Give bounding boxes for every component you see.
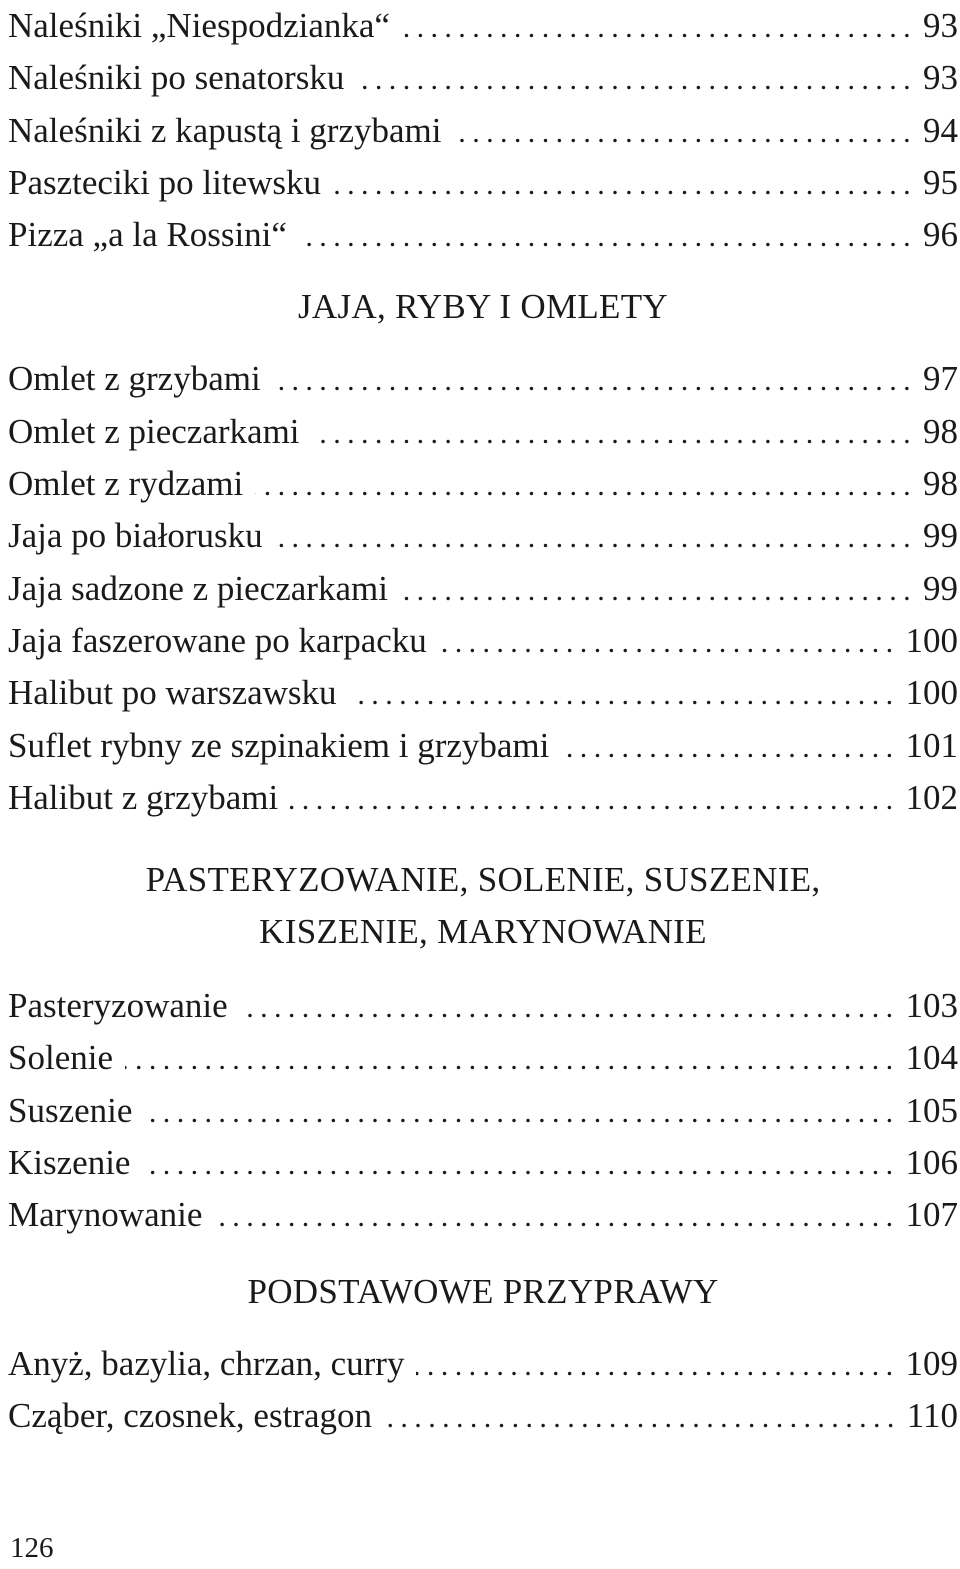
toc-entry-page: 103 (905, 986, 958, 1026)
dot-leader (299, 211, 917, 261)
dot-leader (273, 355, 917, 405)
dot-leader (349, 669, 900, 719)
toc-entry-page: 93 (923, 58, 958, 98)
toc-entry-title: Jaja sadzone z pieczarkami (8, 568, 388, 608)
toc-entry (8, 980, 958, 1032)
toc-entry-page: 93 (923, 6, 958, 45)
toc-group-eggs-fish (8, 353, 958, 824)
toc-entry-title: Anyż, bazylia, chrzan, curry (8, 1343, 405, 1383)
dot-leader (356, 54, 917, 104)
dot-leader (125, 1034, 900, 1084)
toc-entry (8, 772, 958, 824)
toc-entry-page: 107 (905, 1195, 958, 1235)
toc-entry-page: 97 (923, 359, 958, 399)
toc-entry-title: Suflet rybny ze szpinakiem i grzybami (8, 725, 550, 765)
toc-entry-title: Naleśniki po senatorsku (8, 58, 345, 98)
toc-entry (8, 1137, 958, 1189)
toc-entry-title: Omlet z grzybami (8, 359, 261, 399)
toc-entry-page: 95 (923, 162, 958, 202)
toc-entry-page: 100 (905, 673, 958, 713)
toc-entry-page: 99 (923, 568, 958, 608)
toc-entry-title: Halibut po warszawsku (8, 673, 337, 713)
toc-entry-page: 94 (923, 110, 958, 150)
toc-entry (8, 406, 958, 458)
dot-leader (561, 722, 899, 772)
toc-entry-page: 96 (923, 215, 958, 255)
toc-entry-page: 100 (905, 620, 958, 660)
toc-group-spices (8, 1338, 958, 1443)
dot-leader (453, 107, 917, 157)
toc-entry-title: Pizza „a la Rossini“ (8, 215, 287, 255)
toc-entry (8, 209, 958, 261)
toc-entry (8, 1189, 958, 1241)
dot-leader (402, 2, 917, 52)
toc-entry (8, 1338, 958, 1390)
toc-entry (8, 1032, 958, 1084)
toc-entry-title: Jaja faszerowane po karpacku (8, 620, 427, 660)
dot-leader (312, 408, 917, 458)
toc-entry (8, 105, 958, 157)
dot-leader (416, 1340, 899, 1390)
toc-entry-page: 106 (905, 1143, 958, 1183)
dot-leader (333, 159, 917, 209)
section-heading: JAJA, RYBY I OMLETY (298, 287, 668, 327)
toc-entry-title: Suszenie (8, 1090, 133, 1130)
toc-entry-title: Naleśniki „Niespodzianka“ (8, 6, 390, 45)
toc-entry (8, 458, 958, 510)
toc-entry-title: Marynowanie (8, 1195, 203, 1235)
toc-entry (8, 1085, 958, 1137)
toc-entry-title: Paszteciki po litewsku (8, 162, 322, 202)
toc-entry-page: 105 (905, 1090, 958, 1130)
section-heading-line-2: KISZENIE, MARYNOWANIE (259, 912, 707, 952)
table-of-contents (8, 0, 958, 1442)
toc-entry-title: Kiszenie (8, 1143, 131, 1183)
toc-entry-title: Naleśniki z kapustą i grzybami (8, 110, 442, 150)
dot-leader (400, 565, 917, 615)
toc-entry-page: 98 (923, 411, 958, 451)
toc-entry-title: Cząber, czosnek, estragon (8, 1395, 372, 1435)
dot-leader (142, 1139, 899, 1189)
toc-entry-page: 101 (905, 725, 958, 765)
dot-leader (255, 460, 917, 510)
toc-entry (8, 510, 958, 562)
toc-entry (8, 667, 958, 719)
toc-entry-page: 99 (923, 516, 958, 556)
toc-entry (8, 52, 958, 104)
toc-entry-page: 109 (905, 1343, 958, 1383)
dot-leader (214, 1191, 899, 1241)
toc-entry-title: Pasteryzowanie (8, 986, 228, 1026)
toc-entry-page: 102 (905, 777, 958, 817)
section-heading: PODSTAWOWE PRZYPRAWY (247, 1271, 719, 1311)
dot-leader (144, 1087, 899, 1137)
toc-entry-title: Halibut z grzybami (8, 777, 279, 817)
toc-entry (8, 563, 958, 615)
toc-entry-page: 110 (906, 1395, 958, 1435)
toc-entry (8, 720, 958, 772)
dot-leader (384, 1392, 901, 1442)
toc-entry (8, 1390, 958, 1442)
toc-entry-page: 98 (923, 464, 958, 504)
toc-group-preserving (8, 980, 958, 1241)
page-number: 126 (10, 1532, 54, 1564)
toc-entry-title: Omlet z rydzami (8, 464, 244, 504)
toc-group-pancakes (8, 0, 958, 261)
toc-entry-title: Solenie (8, 1038, 113, 1078)
section-heading-line-1: PASTERYZOWANIE, SOLENIE, SUSZENIE, (145, 860, 821, 900)
toc-entry-title: Jaja po białorusku (8, 516, 263, 556)
toc-entry (8, 353, 958, 405)
toc-entry-page: 104 (905, 1038, 958, 1078)
toc-entry-title: Omlet z pieczarkami (8, 411, 300, 451)
dot-leader (439, 617, 900, 667)
dot-leader (290, 774, 899, 824)
toc-entry (8, 0, 958, 52)
dot-leader (275, 512, 917, 562)
dot-leader (240, 982, 900, 1032)
toc-entry (8, 157, 958, 209)
toc-entry (8, 615, 958, 667)
